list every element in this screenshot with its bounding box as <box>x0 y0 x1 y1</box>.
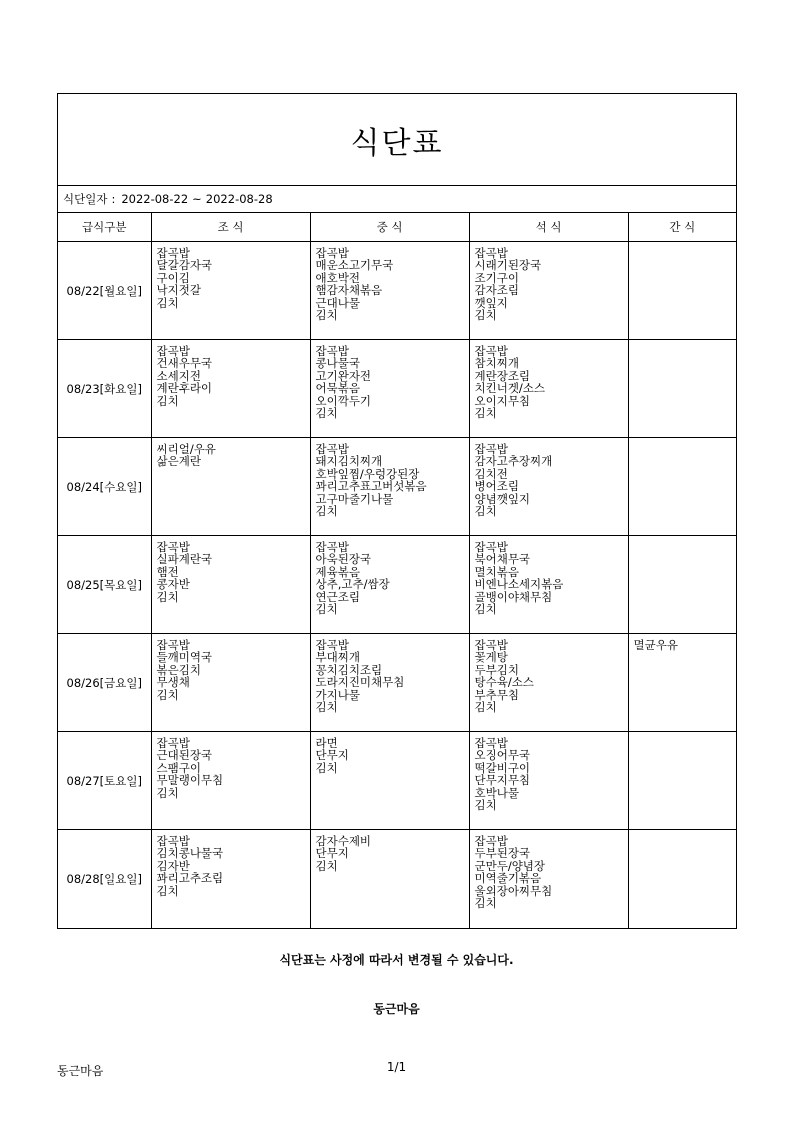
menu-item: 두부된장국 <box>474 846 531 861</box>
date-cell: 08/22[월요일] <box>58 242 151 340</box>
menu-item: 고기완자전 <box>315 368 372 383</box>
menu-item: 건새우무국 <box>156 356 213 371</box>
table-row <box>58 340 736 438</box>
dinner-cell <box>469 634 628 732</box>
menu-item: 애호박전 <box>315 270 360 285</box>
dinner-cell <box>469 732 628 830</box>
menu-item: 감자고추장찌개 <box>474 454 553 469</box>
header-lunch: 중 식 <box>310 213 469 242</box>
menu-item: 돼지김치찌개 <box>315 454 383 469</box>
date-cell: 08/25[목요일] <box>58 536 151 634</box>
menu-item: 호박잎찜/우렁강된장 <box>315 466 420 481</box>
menu-item: 양념깻잎지 <box>474 491 531 506</box>
snack-cell <box>628 340 736 438</box>
menu-item: 잡곡밥 <box>474 246 508 260</box>
date-cell: 08/23[화요일] <box>58 340 151 438</box>
organization-name: 동근마음 <box>373 1002 420 1016</box>
menu-item: 군만두/양념장 <box>474 858 546 873</box>
menu-item: 두부김치 <box>474 662 519 677</box>
menu-item: 매운소고기무국 <box>315 258 394 273</box>
date-cell: 08/27[토요일] <box>58 732 151 830</box>
table-row <box>58 830 736 928</box>
period-tilde: ~ <box>192 192 202 206</box>
lunch-cell <box>310 536 469 634</box>
menu-item: 달갈감자국 <box>156 258 213 273</box>
menu-item: 김치 <box>474 602 497 617</box>
menu-item: 잡곡밥 <box>474 344 508 358</box>
menu-item: 단무지무침 <box>474 773 531 788</box>
menu-item: 잡곡밥 <box>474 736 508 750</box>
lunch-cell <box>310 242 469 340</box>
menu-item: 김치 <box>315 406 338 421</box>
page-number: 1/1 <box>386 1060 407 1074</box>
menu-item: 김치 <box>156 687 179 702</box>
menu-item: 참치찌개 <box>474 356 519 371</box>
breakfast-cell <box>151 242 310 340</box>
dinner-cell <box>469 340 628 438</box>
menu-item: 멸치볶음 <box>474 564 519 579</box>
lunch-cell <box>310 340 469 438</box>
menu-item: 탕수육/소스 <box>474 675 534 690</box>
menu-item: 부대찌개 <box>315 650 360 665</box>
menu-item: 잡곡밥 <box>315 344 349 358</box>
breakfast-cell <box>151 340 310 438</box>
menu-item: 잡곡밥 <box>156 540 190 554</box>
lunch-cell <box>310 830 469 928</box>
table-row <box>58 732 736 830</box>
menu-item: 고구마줄기나물 <box>315 491 394 506</box>
snack-cell <box>628 732 736 830</box>
menu-item: 떡갈비구이 <box>474 760 531 775</box>
menu-item: 오이지무침 <box>474 393 531 408</box>
menu-item: 잡곡밥 <box>474 442 508 456</box>
menu-item: 잡곡밥 <box>315 442 349 456</box>
menu-item: 시래기된장국 <box>474 258 542 273</box>
menu-item: 잡곡밥 <box>474 540 508 554</box>
date-cell: 08/26[금요일] <box>58 634 151 732</box>
menu-item: 부추무침 <box>474 687 519 702</box>
menu-item: 어묵볶음 <box>315 381 360 396</box>
table-row <box>58 536 736 634</box>
table-row <box>58 634 736 732</box>
menu-item: 김치 <box>156 589 179 604</box>
menu-item: 단무지 <box>315 846 349 861</box>
menu-item: 김치 <box>156 393 179 408</box>
menu-item: 김치 <box>156 785 179 800</box>
breakfast-cell <box>151 536 310 634</box>
menu-item: 잡곡밥 <box>156 246 190 260</box>
lunch-cell <box>310 732 469 830</box>
menu-item: 햄전 <box>156 564 179 579</box>
menu-item: 꽈리고추표고버섯볶음 <box>315 479 427 494</box>
snack-cell <box>628 438 736 536</box>
menu-item: 오징어무국 <box>474 748 531 763</box>
menu-item: 씨리얼/우유 <box>156 442 216 456</box>
menu-item: 잡곡밥 <box>474 834 508 848</box>
menu-item: 김자반 <box>156 858 190 873</box>
menu-item: 삶은계란 <box>156 454 201 469</box>
period-row <box>58 186 736 213</box>
lunch-cell <box>310 634 469 732</box>
snack-cell <box>628 830 736 928</box>
menu-item: 스팸구이 <box>156 760 201 775</box>
period-label: 식단일자 <box>63 192 108 206</box>
menu-item: 김치 <box>474 406 497 421</box>
menu-item: 김치 <box>315 760 338 775</box>
meal-plan-sheet <box>57 93 737 929</box>
menu-item: 김치 <box>315 602 338 617</box>
date-cell: 08/24[수요일] <box>58 438 151 536</box>
menu-item: 북어채무국 <box>474 552 531 567</box>
menu-item: 근대나물 <box>315 295 360 310</box>
menu-item: 오이깍두기 <box>315 393 372 408</box>
snack-cell <box>628 242 736 340</box>
menu-item: 김치 <box>315 700 338 715</box>
menu-item: 깻잎지 <box>474 295 508 310</box>
dinner-cell <box>469 242 628 340</box>
date-cell: 08/28[일요일] <box>58 830 151 928</box>
menu-item: 실파계란국 <box>156 552 213 567</box>
dinner-cell <box>469 830 628 928</box>
breakfast-cell <box>151 830 310 928</box>
menu-item: 김치 <box>474 700 497 715</box>
menu-item: 근대된장국 <box>156 748 213 763</box>
menu-item: 꽁치김치조림 <box>315 662 383 677</box>
menu-item: 김치 <box>474 308 497 323</box>
menu-item: 김치 <box>156 295 179 310</box>
period-end: 2022-08-28 <box>205 192 273 206</box>
header-breakfast: 조 식 <box>151 213 310 242</box>
change-notice: 식단표는 사정에 따라서 변경될 수 있습니다. <box>279 953 514 967</box>
menu-item: 조기구이 <box>474 270 519 285</box>
menu-item: 김치 <box>474 798 497 813</box>
menu-item: 제육볶음 <box>315 564 360 579</box>
breakfast-cell <box>151 732 310 830</box>
menu-item: 잡곡밥 <box>156 344 190 358</box>
lunch-cell <box>310 438 469 536</box>
breakfast-cell <box>151 634 310 732</box>
menu-item: 콩자반 <box>156 577 190 592</box>
menu-item: 골뱅이야채무침 <box>474 589 553 604</box>
menu-item: 잡곡밥 <box>156 834 190 848</box>
menu-item: 낙지젓갈 <box>156 283 201 298</box>
menu-item: 비엔나소세지볶음 <box>474 577 564 592</box>
menu-item: 김치 <box>474 504 497 519</box>
table-header-row <box>58 213 736 242</box>
snack-cell <box>628 536 736 634</box>
header-category: 급식구분 <box>58 213 151 242</box>
period-start: 2022-08-22 <box>121 192 189 206</box>
table-row <box>58 242 736 340</box>
menu-item: 볶은김치 <box>156 662 201 677</box>
menu-item: 햄감자채볶음 <box>315 283 383 298</box>
menu-item: 꽃게탕 <box>474 650 508 665</box>
menu-item: 잡곡밥 <box>156 638 190 652</box>
menu-item: 김치 <box>315 308 338 323</box>
menu-item: 상추,고추/쌈장 <box>315 577 390 592</box>
footer-org-name: 동근마음 <box>57 1064 104 1078</box>
table-row <box>58 438 736 536</box>
menu-item: 병어조림 <box>474 479 519 494</box>
menu-item: 연근조림 <box>315 589 360 604</box>
breakfast-cell <box>151 438 310 536</box>
menu-item: 라면 <box>315 736 338 750</box>
menu-item: 무생채 <box>156 675 190 690</box>
menu-item: 울외장아찌무침 <box>474 883 553 898</box>
menu-item: 감자조림 <box>474 283 519 298</box>
menu-item: 계란장조림 <box>474 368 531 383</box>
menu-item: 멸균우유 <box>633 638 678 652</box>
menu-item: 잡곡밥 <box>315 540 349 554</box>
menu-item: 잡곡밥 <box>315 638 349 652</box>
menu-item: 도라지진미채무침 <box>315 675 405 690</box>
menu-item: 계란후라이 <box>156 381 213 396</box>
menu-item: 아욱된장국 <box>315 552 372 567</box>
menu-item: 콩나물국 <box>315 356 360 371</box>
document-title: 식단표 <box>58 94 736 186</box>
menu-item: 무말랭이무침 <box>156 773 224 788</box>
menu-item: 김치 <box>315 858 338 873</box>
menu-item: 치킨너겟/소스 <box>474 381 546 396</box>
snack-cell <box>628 634 736 732</box>
menu-item: 김치 <box>156 883 179 898</box>
menu-item: 김치콩나물국 <box>156 846 224 861</box>
menu-item: 소세지전 <box>156 368 201 383</box>
menu-item: 잡곡밥 <box>474 638 508 652</box>
menu-item: 미역줄기볶음 <box>474 871 542 886</box>
menu-item: 가지나물 <box>315 687 360 702</box>
menu-item: 잡곡밥 <box>156 736 190 750</box>
menu-item: 김치 <box>474 896 497 911</box>
menu-item: 잡곡밥 <box>315 246 349 260</box>
menu-item: 김치 <box>315 504 338 519</box>
header-snack: 간 식 <box>628 213 736 242</box>
menu-item: 김치전 <box>474 466 508 481</box>
dinner-cell <box>469 438 628 536</box>
menu-item: 구이김 <box>156 270 190 285</box>
dinner-cell <box>469 536 628 634</box>
menu-item: 호박나물 <box>474 785 519 800</box>
header-dinner: 석 식 <box>469 213 628 242</box>
meal-table-body <box>58 242 736 928</box>
meal-table <box>58 213 736 928</box>
menu-item: 꽈리고추조림 <box>156 871 224 886</box>
menu-item: 감자수제비 <box>315 834 372 848</box>
menu-item: 들깨미역국 <box>156 650 213 665</box>
period-separator: : <box>111 192 116 206</box>
menu-item: 단무지 <box>315 748 349 763</box>
